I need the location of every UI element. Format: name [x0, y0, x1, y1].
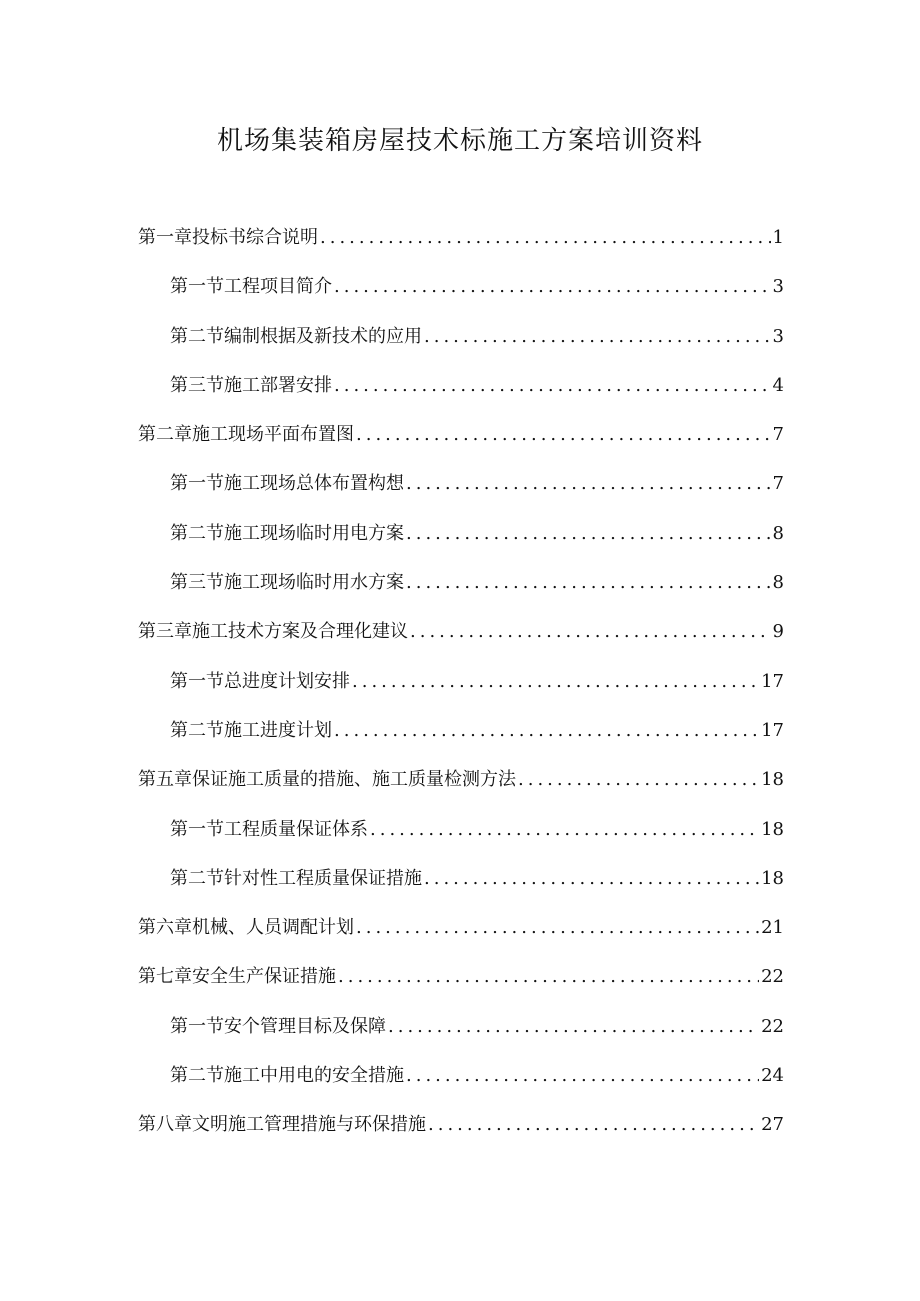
toc-entry-label: 第二节施工中用电的安全措施	[170, 1065, 404, 1087]
toc-dot-leader	[354, 415, 771, 455]
toc-entry-page-number: 17	[761, 670, 784, 692]
toc-entry-label: 第五章保证施工质量的措施、施工质量检测方法	[138, 769, 516, 791]
toc-dot-leader	[332, 711, 759, 751]
toc-entry-page-number: 17	[761, 719, 784, 741]
toc-dot-leader	[332, 366, 771, 406]
toc-entry[interactable]	[138, 317, 784, 366]
toc-dot-leader	[404, 514, 771, 554]
document-title: 机场集装箱房屋技术标施工方案培训资料	[216, 126, 703, 156]
toc-entry[interactable]	[138, 1105, 784, 1154]
toc-dot-leader	[404, 563, 771, 603]
toc-entry[interactable]	[138, 366, 784, 415]
toc-entry[interactable]	[138, 859, 784, 908]
toc-entry-page-number: 18	[761, 769, 784, 791]
toc-entry-label: 第一章投标书综合说明	[138, 227, 318, 248]
toc-dot-leader	[350, 662, 759, 702]
toc-entry-page-number: 9	[772, 621, 784, 643]
toc-entry-label: 第八章文明施工管理措施与环保措施	[138, 1114, 426, 1136]
toc-dot-leader	[354, 908, 759, 948]
toc-entry-label: 第二节施工进度计划	[170, 719, 332, 741]
toc-entry[interactable]	[138, 267, 784, 316]
toc-entry[interactable]	[138, 415, 784, 464]
toc-entry[interactable]	[138, 514, 784, 563]
toc-entry-page-number: 21	[761, 917, 784, 939]
toc-entry-label: 第一节工程质量保证体系	[170, 818, 368, 840]
toc-entry[interactable]	[138, 1056, 784, 1105]
table-of-contents	[138, 218, 784, 1155]
toc-entry-label: 第一节总进度计划安排	[170, 670, 350, 692]
toc-entry[interactable]	[138, 810, 784, 859]
toc-dot-leader	[386, 1007, 759, 1047]
toc-dot-leader	[404, 464, 771, 504]
toc-entry-page-number: 22	[761, 1015, 784, 1037]
toc-dot-leader	[404, 1056, 759, 1096]
toc-entry-page-number: 4	[772, 374, 784, 396]
toc-entry[interactable]	[138, 464, 784, 513]
toc-entry[interactable]	[138, 662, 784, 711]
toc-entry-page-number: 7	[772, 424, 784, 446]
toc-entry-page-number: 3	[772, 325, 784, 347]
toc-dot-leader	[422, 859, 759, 899]
toc-dot-leader	[422, 317, 771, 357]
toc-entry-label: 第二节编制根据及新技术的应用	[170, 325, 422, 347]
toc-entry-page-number: 3	[772, 276, 784, 298]
toc-entry-page-number: 18	[761, 818, 784, 840]
toc-entry-label: 第二节施工现场临时用电方案	[170, 522, 404, 544]
toc-entry[interactable]	[138, 908, 784, 957]
toc-entry[interactable]	[138, 760, 784, 809]
toc-entry-label: 第一节安个管理目标及保障	[170, 1015, 386, 1037]
toc-entry[interactable]	[138, 1007, 784, 1056]
toc-entry-page-number: 8	[772, 572, 784, 594]
toc-entry-page-number: 18	[761, 867, 784, 889]
toc-dot-leader	[318, 218, 771, 258]
toc-entry-label: 第一节工程项目简介	[170, 276, 332, 298]
toc-dot-leader	[368, 810, 759, 850]
toc-entry-label: 第二章施工现场平面布置图	[138, 424, 354, 446]
toc-entry-label: 第二节针对性工程质量保证措施	[170, 867, 422, 889]
toc-entry[interactable]	[138, 612, 784, 661]
toc-entry-page-number: 27	[761, 1114, 784, 1136]
toc-entry-page-number: 22	[761, 966, 784, 988]
toc-entry-page-number: 8	[772, 522, 784, 544]
toc-entry[interactable]	[138, 711, 784, 760]
toc-entry-page-number: 1	[772, 227, 784, 248]
toc-dot-leader	[408, 612, 771, 652]
toc-entry[interactable]	[138, 563, 784, 612]
toc-entry-label: 第三节施工现场临时用水方案	[170, 572, 404, 594]
toc-entry-label: 第三章施工技术方案及合理化建议	[138, 621, 408, 643]
toc-entry-label: 第三节施工部署安排	[170, 374, 332, 396]
toc-entry-label: 第一节施工现场总体布置构想	[170, 473, 404, 495]
toc-entry[interactable]	[138, 957, 784, 1006]
toc-dot-leader	[332, 267, 771, 307]
toc-entry-label: 第六章机械、人员调配计划	[138, 917, 354, 939]
toc-entry-page-number: 7	[772, 473, 784, 495]
toc-entry-label: 第七章安全生产保证措施	[138, 966, 336, 988]
toc-entry[interactable]	[138, 218, 784, 267]
toc-dot-leader	[516, 760, 759, 800]
toc-dot-leader	[336, 957, 759, 997]
toc-dot-leader	[426, 1105, 759, 1145]
toc-entry-page-number: 24	[761, 1065, 784, 1087]
